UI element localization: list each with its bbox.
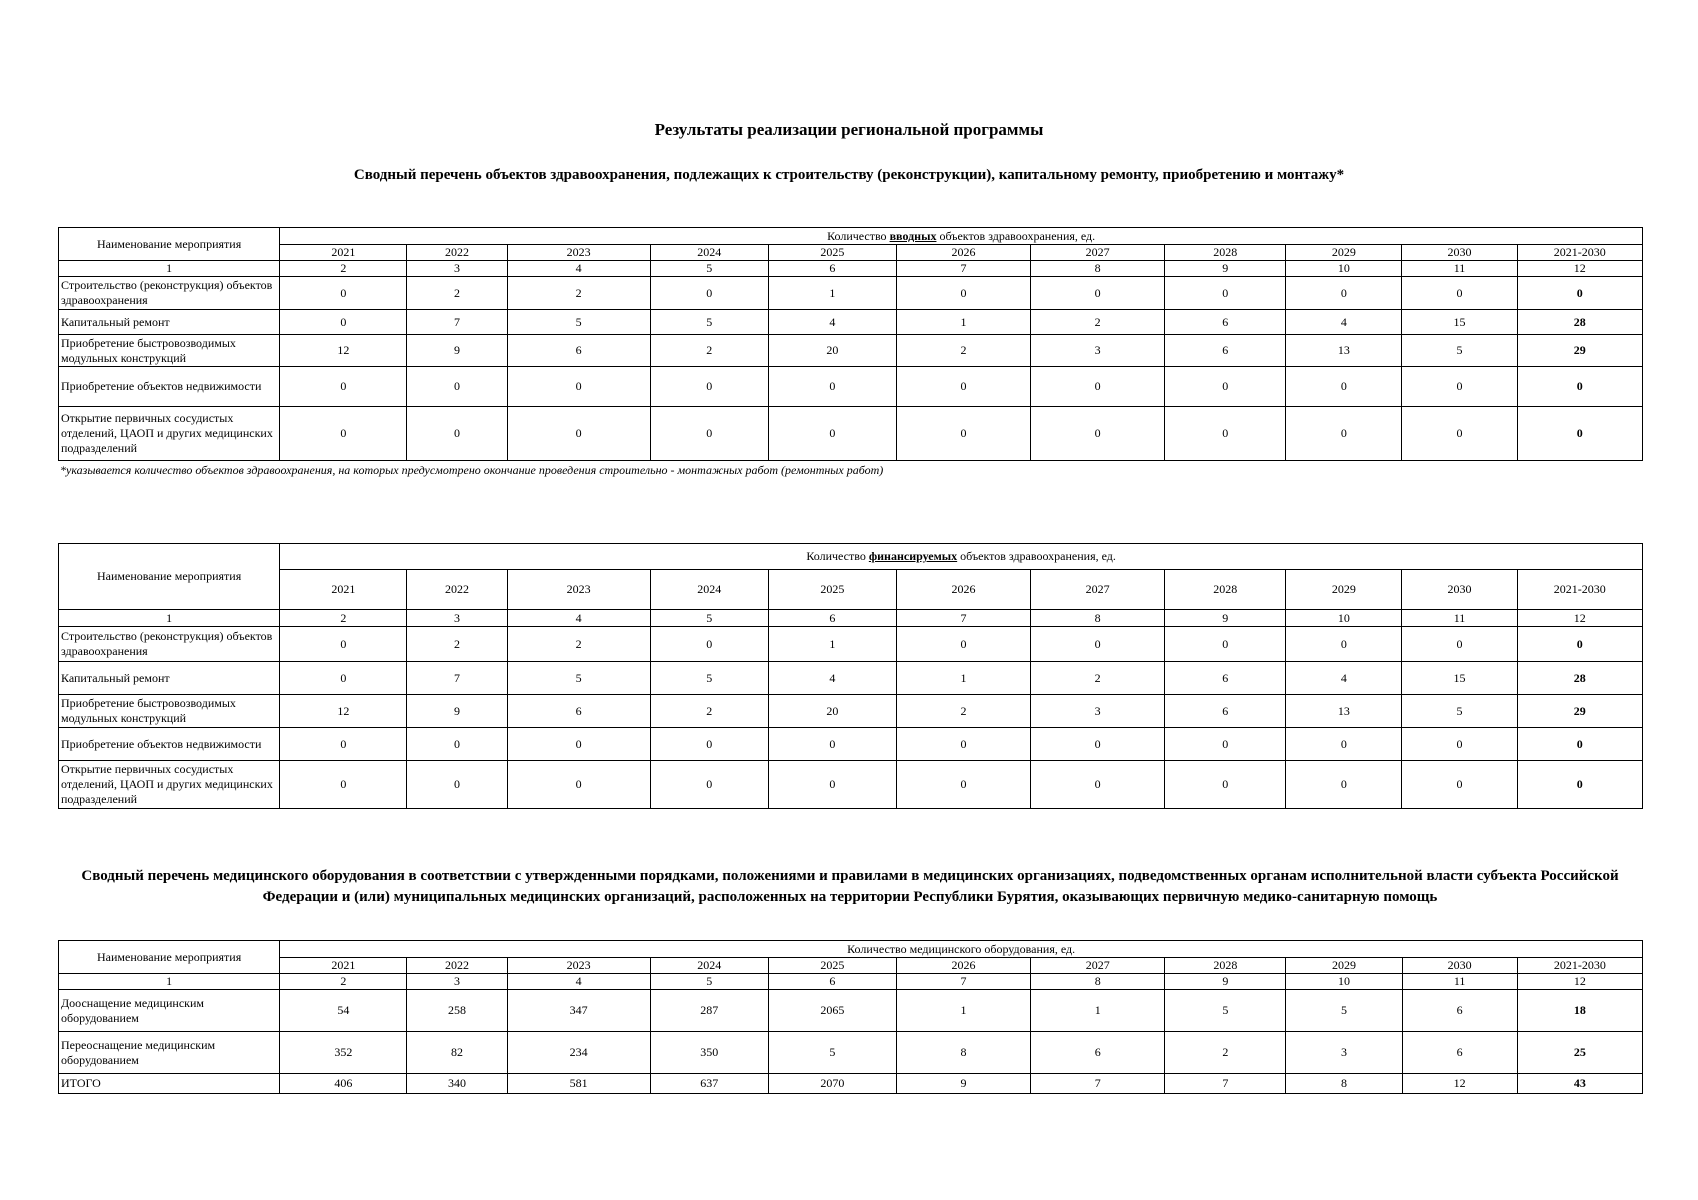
- total-cell: 0: [1517, 627, 1642, 662]
- value-cell: 406: [280, 1074, 407, 1094]
- value-cell: 0: [896, 761, 1030, 809]
- row-name: Открытие первичных сосудистых отделений, ЦАОП и других медицинских подразделений: [59, 761, 280, 809]
- value-cell: 0: [507, 761, 650, 809]
- value-cell: 20: [768, 335, 896, 367]
- year-header: 2023: [507, 570, 650, 610]
- value-cell: 2: [507, 627, 650, 662]
- value-cell: 7: [407, 310, 507, 335]
- year-header: 2026: [896, 958, 1030, 974]
- value-cell: 0: [1031, 761, 1165, 809]
- value-cell: 0: [1402, 367, 1517, 407]
- value-cell: 5: [1165, 990, 1286, 1032]
- group-header: [280, 228, 1643, 245]
- column-number: 6: [768, 974, 896, 990]
- value-cell: 9: [896, 1074, 1030, 1094]
- table-row: [59, 627, 1643, 662]
- value-cell: 0: [1286, 367, 1402, 407]
- total-cell: 29: [1517, 335, 1642, 367]
- value-cell: 5: [507, 310, 650, 335]
- group-header: Количество медицинского оборудования, ед.: [280, 941, 1643, 958]
- year-header: 2021-2030: [1517, 570, 1642, 610]
- value-cell: 6: [1165, 662, 1286, 695]
- row-name: Приобретение объектов недвижимости: [59, 367, 280, 407]
- value-cell: 0: [280, 728, 407, 761]
- footnote: *указывается количество объектов здравоохранения, на которых предусмотрено окончание проведения строительно - монтажных работ (ремонтных работ): [60, 463, 884, 477]
- column-number: 10: [1286, 974, 1402, 990]
- row-name: Капитальный ремонт: [59, 662, 280, 695]
- value-cell: 0: [280, 277, 407, 310]
- page-title: Результаты реализации региональной программы: [654, 120, 1044, 139]
- value-cell: 12: [280, 335, 407, 367]
- value-cell: 7: [407, 662, 507, 695]
- table-medical-equipment: [58, 940, 1643, 1094]
- row-name: Открытие первичных сосудистых отделений, ЦАОП и других медицинских подразделений: [59, 407, 280, 461]
- column-number: 9: [1165, 974, 1286, 990]
- value-cell: 0: [1165, 367, 1286, 407]
- year-header: 2027: [1031, 958, 1165, 974]
- year-header: 2021-2030: [1517, 245, 1642, 261]
- value-cell: 0: [280, 627, 407, 662]
- year-header: 2025: [768, 245, 896, 261]
- year-header: 2029: [1286, 570, 1402, 610]
- name-column-header: Наименование мероприятия: [59, 544, 280, 610]
- year-header: 2024: [650, 570, 768, 610]
- value-cell: 0: [280, 310, 407, 335]
- table-row: [59, 695, 1643, 728]
- value-cell: 340: [407, 1074, 507, 1094]
- year-header: 2030: [1402, 570, 1517, 610]
- value-cell: 352: [280, 1032, 407, 1074]
- value-cell: 6: [1402, 1032, 1517, 1074]
- value-cell: 0: [1031, 407, 1165, 461]
- column-number: 12: [1517, 610, 1642, 627]
- row-name: Дооснащение медицинским оборудованием: [59, 990, 280, 1032]
- value-cell: 0: [1165, 277, 1286, 310]
- column-numbers-row: [59, 974, 1643, 990]
- value-cell: 0: [407, 728, 507, 761]
- table-row: [59, 407, 1643, 461]
- year-header: 2021: [280, 245, 407, 261]
- value-cell: 0: [650, 728, 768, 761]
- value-cell: 0: [650, 367, 768, 407]
- value-cell: 2: [650, 335, 768, 367]
- table-row: [59, 367, 1643, 407]
- value-cell: 4: [1286, 310, 1402, 335]
- column-number: 1: [59, 610, 280, 627]
- column-number: 11: [1402, 974, 1517, 990]
- value-cell: 8: [1286, 1074, 1402, 1094]
- column-number: 3: [407, 974, 507, 990]
- year-header: 2029: [1286, 245, 1402, 261]
- value-cell: 3: [1031, 335, 1165, 367]
- column-number: 6: [768, 261, 896, 277]
- year-header: 2028: [1165, 570, 1286, 610]
- value-cell: 0: [1402, 761, 1517, 809]
- column-number: 10: [1286, 610, 1402, 627]
- value-cell: 0: [1031, 277, 1165, 310]
- total-cell: 28: [1517, 310, 1642, 335]
- column-number: 9: [1165, 261, 1286, 277]
- table-row: [59, 761, 1643, 809]
- column-number: 4: [507, 974, 650, 990]
- row-name: Приобретение объектов недвижимости: [59, 728, 280, 761]
- value-cell: 0: [1165, 627, 1286, 662]
- value-cell: 0: [1165, 728, 1286, 761]
- value-cell: 1: [768, 627, 896, 662]
- value-cell: 0: [1402, 627, 1517, 662]
- header-emphasis: финансируемых: [868, 549, 958, 563]
- column-number: 8: [1031, 974, 1165, 990]
- row-name: Переоснащение медицинским оборудованием: [59, 1032, 280, 1074]
- row-name: ИТОГО: [59, 1074, 280, 1094]
- value-cell: 2: [650, 695, 768, 728]
- value-cell: 0: [280, 367, 407, 407]
- value-cell: 0: [768, 761, 896, 809]
- year-header: 2028: [1165, 958, 1286, 974]
- header-text: объектов здравоохранения, ед.: [936, 228, 1096, 243]
- column-number: 5: [650, 610, 768, 627]
- column-number: 4: [507, 261, 650, 277]
- value-cell: 2: [507, 277, 650, 310]
- value-cell: 0: [507, 367, 650, 407]
- value-cell: 1: [896, 310, 1030, 335]
- column-numbers-row: [59, 610, 1643, 627]
- value-cell: 5: [507, 662, 650, 695]
- year-header: 2023: [507, 245, 650, 261]
- column-number: 11: [1402, 610, 1517, 627]
- section-title-objects: Сводный перечень объектов здравоохранения, подлежащих к строительству (реконструкции), капитальному ремонту, приобретению и монтажу*: [353, 167, 1345, 183]
- value-cell: 0: [650, 761, 768, 809]
- table-row: [59, 1032, 1643, 1074]
- value-cell: 0: [1402, 728, 1517, 761]
- value-cell: 2065: [768, 990, 896, 1032]
- value-cell: 0: [650, 407, 768, 461]
- value-cell: 0: [407, 367, 507, 407]
- value-cell: 0: [1286, 627, 1402, 662]
- year-header: 2030: [1402, 958, 1517, 974]
- value-cell: 12: [1402, 1074, 1517, 1094]
- value-cell: 0: [896, 367, 1030, 407]
- value-cell: 0: [1031, 367, 1165, 407]
- value-cell: 637: [650, 1074, 768, 1094]
- column-number: 5: [650, 974, 768, 990]
- value-cell: 5: [1402, 335, 1517, 367]
- year-header: 2022: [407, 958, 507, 974]
- total-cell: 0: [1517, 407, 1642, 461]
- name-column-header: Наименование мероприятия: [59, 228, 280, 261]
- year-header: 2028: [1165, 245, 1286, 261]
- value-cell: 0: [768, 728, 896, 761]
- value-cell: 234: [507, 1032, 650, 1074]
- value-cell: 2: [1031, 310, 1165, 335]
- year-header: 2029: [1286, 958, 1402, 974]
- total-cell: 0: [1517, 277, 1642, 310]
- table-row: [59, 277, 1643, 310]
- value-cell: 0: [507, 407, 650, 461]
- column-number: 1: [59, 261, 280, 277]
- value-cell: 0: [280, 662, 407, 695]
- table-row: [59, 1074, 1643, 1094]
- value-cell: 5: [1402, 695, 1517, 728]
- value-cell: 9: [407, 335, 507, 367]
- column-number: 2: [280, 974, 407, 990]
- value-cell: 1: [1031, 990, 1165, 1032]
- table-row: [59, 990, 1643, 1032]
- value-cell: 8: [896, 1032, 1030, 1074]
- year-header: 2021-2030: [1517, 958, 1642, 974]
- year-header: 2024: [650, 958, 768, 974]
- table-financed-objects: [58, 543, 1643, 809]
- value-cell: 0: [896, 728, 1030, 761]
- value-cell: 3: [1286, 1032, 1402, 1074]
- year-header: 2021: [280, 570, 407, 610]
- row-name: Строительство (реконструкция) объектов здравоохранения: [59, 627, 280, 662]
- year-header: 2026: [896, 245, 1030, 261]
- value-cell: 6: [507, 695, 650, 728]
- value-cell: 1: [896, 990, 1030, 1032]
- value-cell: 15: [1402, 310, 1517, 335]
- value-cell: 581: [507, 1074, 650, 1094]
- column-number: 10: [1286, 261, 1402, 277]
- column-number: 11: [1402, 261, 1517, 277]
- year-header: 2025: [768, 570, 896, 610]
- section-title-equipment: Сводный перечень медицинского оборудования в соответствии с утвержденными порядками, положениями и правилами в медицинских организациях, подведомственных органам исполнительной власти субъекта Российской Федерации и (или) муниципальных медицинских организаций, расположенных на территории Республики Бурятия, оказывающих первичную медико-санитарную помощь: [81, 868, 1619, 905]
- value-cell: 0: [768, 367, 896, 407]
- name-column-header: Наименование мероприятия: [59, 941, 280, 974]
- year-header: 2030: [1402, 245, 1517, 261]
- value-cell: 347: [507, 990, 650, 1032]
- table-row: [59, 662, 1643, 695]
- header-text: объектов здравоохранения, ед.: [957, 549, 1116, 563]
- value-cell: 0: [650, 277, 768, 310]
- value-cell: 0: [407, 407, 507, 461]
- value-cell: 0: [507, 728, 650, 761]
- years-row: [59, 245, 1643, 261]
- value-cell: 5: [650, 310, 768, 335]
- total-cell: 0: [1517, 761, 1642, 809]
- value-cell: 0: [407, 761, 507, 809]
- year-header: 2026: [896, 570, 1030, 610]
- value-cell: 0: [1165, 761, 1286, 809]
- column-number: 7: [896, 261, 1030, 277]
- value-cell: 9: [407, 695, 507, 728]
- value-cell: 2: [896, 695, 1030, 728]
- value-cell: 54: [280, 990, 407, 1032]
- table-row: [59, 310, 1643, 335]
- value-cell: 6: [1165, 335, 1286, 367]
- column-number: 9: [1165, 610, 1286, 627]
- value-cell: 2: [896, 335, 1030, 367]
- value-cell: 0: [1286, 761, 1402, 809]
- column-number: 2: [280, 261, 407, 277]
- value-cell: 0: [650, 627, 768, 662]
- column-numbers-row: [59, 261, 1643, 277]
- year-header: 2023: [507, 958, 650, 974]
- row-name: Приобретение быстровозводимых модульных конструкций: [59, 335, 280, 367]
- total-cell: 25: [1517, 1032, 1642, 1074]
- table-row: [59, 728, 1643, 761]
- value-cell: 2070: [768, 1074, 896, 1094]
- total-cell: 43: [1517, 1074, 1642, 1094]
- value-cell: 6: [1031, 1032, 1165, 1074]
- year-header: 2021: [280, 958, 407, 974]
- column-number: 3: [407, 261, 507, 277]
- value-cell: 5: [768, 1032, 896, 1074]
- value-cell: 0: [896, 407, 1030, 461]
- value-cell: 13: [1286, 695, 1402, 728]
- value-cell: 258: [407, 990, 507, 1032]
- value-cell: 1: [768, 277, 896, 310]
- value-cell: 0: [1165, 407, 1286, 461]
- value-cell: 6: [1165, 695, 1286, 728]
- header-text: Количество: [827, 228, 890, 243]
- value-cell: 5: [1286, 990, 1402, 1032]
- value-cell: 0: [768, 407, 896, 461]
- total-cell: 28: [1517, 662, 1642, 695]
- total-cell: 0: [1517, 367, 1642, 407]
- column-number: 6: [768, 610, 896, 627]
- value-cell: 20: [768, 695, 896, 728]
- table-row: [59, 335, 1643, 367]
- group-header: [280, 544, 1643, 570]
- year-header: 2027: [1031, 570, 1165, 610]
- value-cell: 5: [650, 662, 768, 695]
- value-cell: 0: [1286, 407, 1402, 461]
- value-cell: 7: [1031, 1074, 1165, 1094]
- years-row: [59, 570, 1643, 610]
- value-cell: 287: [650, 990, 768, 1032]
- row-name: Капитальный ремонт: [59, 310, 280, 335]
- row-name: Приобретение быстровозводимых модульных конструкций: [59, 695, 280, 728]
- value-cell: 13: [1286, 335, 1402, 367]
- year-header: 2022: [407, 570, 507, 610]
- column-number: 8: [1031, 261, 1165, 277]
- value-cell: 350: [650, 1032, 768, 1074]
- total-cell: 0: [1517, 728, 1642, 761]
- value-cell: 15: [1402, 662, 1517, 695]
- value-cell: 0: [1402, 407, 1517, 461]
- value-cell: 4: [768, 662, 896, 695]
- column-number: 3: [407, 610, 507, 627]
- column-number: 1: [59, 974, 280, 990]
- column-number: 7: [896, 974, 1030, 990]
- value-cell: 1: [896, 662, 1030, 695]
- value-cell: 6: [507, 335, 650, 367]
- year-header: 2025: [768, 958, 896, 974]
- header-emphasis: вводных: [889, 228, 937, 243]
- row-name: Строительство (реконструкция) объектов здравоохранения: [59, 277, 280, 310]
- value-cell: 0: [280, 407, 407, 461]
- value-cell: 0: [1402, 277, 1517, 310]
- value-cell: 3: [1031, 695, 1165, 728]
- value-cell: 82: [407, 1032, 507, 1074]
- value-cell: 4: [768, 310, 896, 335]
- value-cell: 12: [280, 695, 407, 728]
- value-cell: 2: [407, 627, 507, 662]
- column-number: 4: [507, 610, 650, 627]
- value-cell: 6: [1402, 990, 1517, 1032]
- header-text: Количество: [806, 549, 869, 563]
- total-cell: 18: [1517, 990, 1642, 1032]
- column-number: 5: [650, 261, 768, 277]
- value-cell: 0: [896, 627, 1030, 662]
- year-header: 2027: [1031, 245, 1165, 261]
- total-cell: 29: [1517, 695, 1642, 728]
- year-header: 2024: [650, 245, 768, 261]
- value-cell: 0: [1286, 277, 1402, 310]
- value-cell: 0: [1286, 728, 1402, 761]
- years-row: [59, 958, 1643, 974]
- value-cell: 2: [1031, 662, 1165, 695]
- value-cell: 0: [896, 277, 1030, 310]
- column-number: 7: [896, 610, 1030, 627]
- table-commissioned-objects: [58, 227, 1643, 461]
- year-header: 2022: [407, 245, 507, 261]
- value-cell: 0: [1031, 627, 1165, 662]
- column-number: 12: [1517, 261, 1642, 277]
- value-cell: 0: [280, 761, 407, 809]
- value-cell: 2: [1165, 1032, 1286, 1074]
- value-cell: 2: [407, 277, 507, 310]
- value-cell: 0: [1031, 728, 1165, 761]
- column-number: 12: [1517, 974, 1642, 990]
- column-number: 8: [1031, 610, 1165, 627]
- value-cell: 7: [1165, 1074, 1286, 1094]
- value-cell: 6: [1165, 310, 1286, 335]
- value-cell: 4: [1286, 662, 1402, 695]
- column-number: 2: [280, 610, 407, 627]
